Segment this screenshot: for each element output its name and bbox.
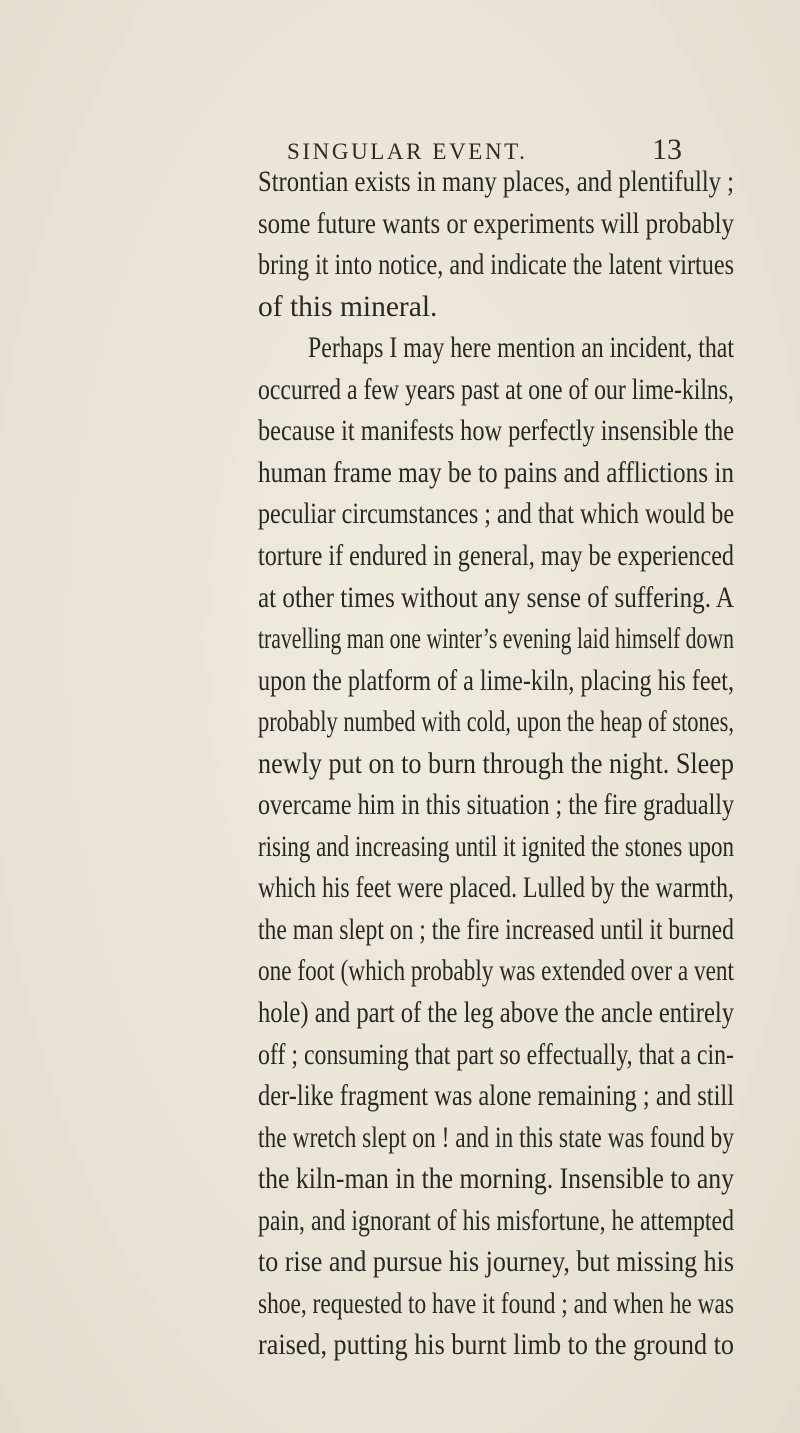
text-line: because it manifests how perfectly insensible the [258, 415, 735, 448]
text-line: to rise and pursue his journey, but missing his [258, 1246, 735, 1279]
text-line: Strontian exists in many places, and plentifully ; [258, 166, 734, 198]
text-line: torture if endured in general, may be experienced [258, 539, 734, 572]
text-line: the kiln-man in the morning. Insensible to any [258, 1163, 734, 1196]
text-line: raised, putting his burnt limb to the ground to [258, 1329, 735, 1362]
text-line: hole) and part of the leg above the ancle entirely [258, 997, 735, 1029]
text-line: at other times without any sense of suffering. A [258, 581, 735, 614]
text-line: one foot (which probably was extended over a vent [258, 955, 734, 988]
text-line: newly put on to burn through the night. Sleep [258, 747, 734, 780]
text-line: Perhaps I may here mention an incident, that [308, 332, 735, 365]
text-line: the wretch slept on ! and in this state was found by [258, 1121, 734, 1154]
text-line: some future wants or experiments will probably [258, 207, 734, 240]
page-number: 13 [652, 133, 682, 166]
text-line: travelling man one winter’s evening laid himself down [258, 623, 734, 656]
text-line: rising and increasing until it ignited the stones upon [258, 830, 735, 863]
text-line: occurred a few years past at one of our lime-kilns, [258, 373, 734, 406]
text-line: bring it into notice, and indicate the latent virtues [258, 249, 734, 282]
text-line: shoe, requested to have it found ; and when he was [258, 1287, 735, 1320]
text-line: which his feet were placed. Lulled by the warmth, [258, 872, 734, 905]
text-line: overcame him in this situation ; the fire gradually [258, 789, 735, 822]
text-line: off ; consuming that part so effectually, that a cin- [258, 1038, 735, 1071]
text-line: upon the platform of a lime-kiln, placing his feet, [258, 664, 735, 697]
text-line: pain, and ignorant of his misfortune, he attempted [258, 1204, 735, 1237]
text-line: probably numbed with cold, upon the heap of stones, [258, 706, 734, 739]
text-line: human frame may be to pains and afflictions in [258, 456, 735, 489]
text-line: der-like fragment was alone remaining ; and still [258, 1080, 735, 1113]
text-line: of this mineral. [258, 290, 438, 323]
running-title: SINGULAR EVENT. [287, 139, 528, 164]
text-line: the man slept on ; the fire increased until it burned [258, 913, 734, 946]
text-line: peculiar circumstances ; and that which would be [258, 498, 735, 531]
